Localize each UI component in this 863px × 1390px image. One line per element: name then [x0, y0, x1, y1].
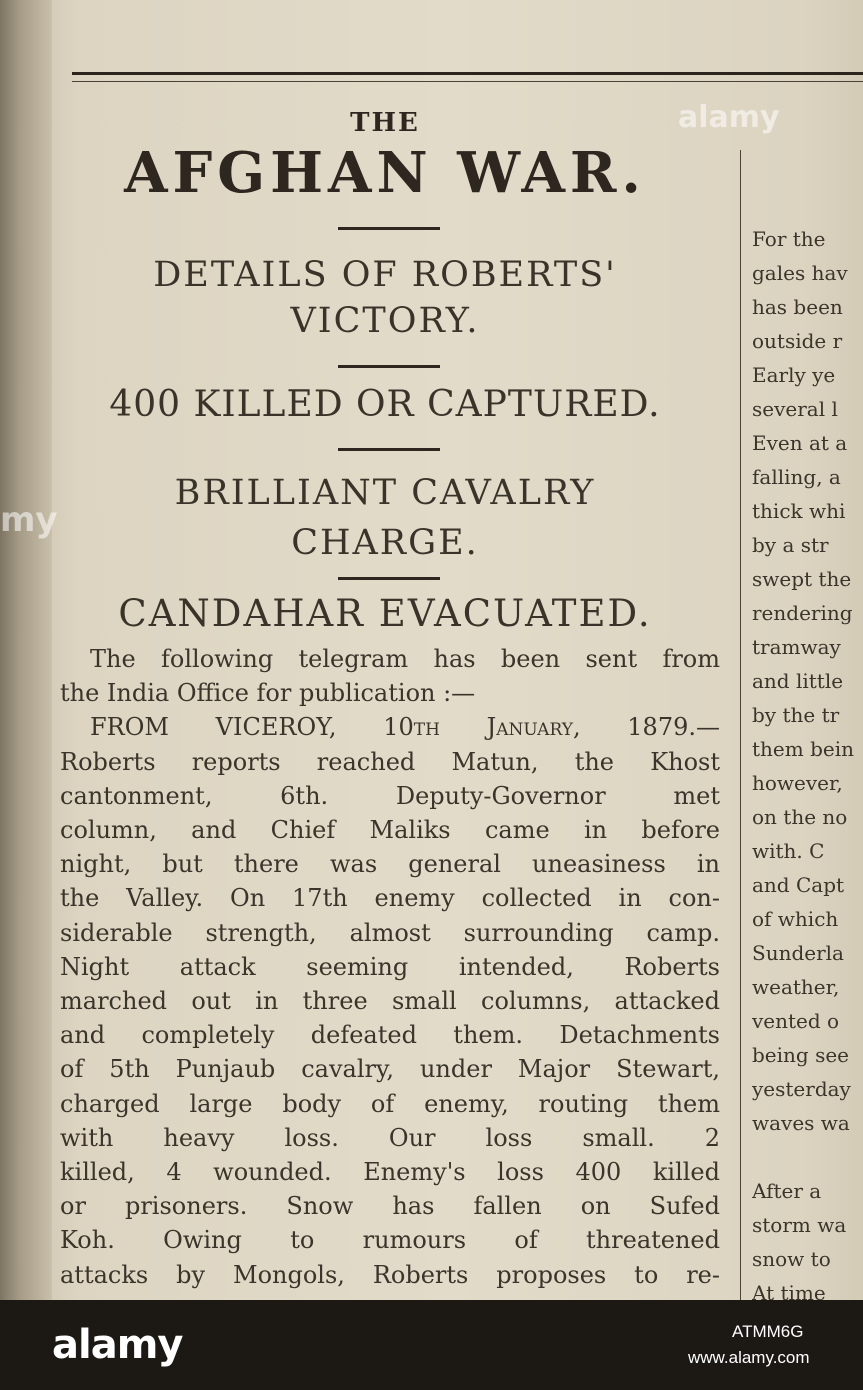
- right-line: waves wa: [752, 1111, 850, 1135]
- body-line: the India Office for publication :—: [60, 679, 476, 708]
- body-line: column, and Chief Maliks came in before: [60, 816, 720, 845]
- body-line: the Valley. On 17th enemy collected in con-: [60, 884, 720, 913]
- subheadline-killed: 400 KILLED OR CAPTURED.: [109, 384, 661, 425]
- top-rule: [72, 72, 863, 82]
- body-line: night, but there was general uneasiness in: [60, 850, 720, 879]
- right-line: Sunderla: [752, 941, 844, 965]
- headline-rule-3: [338, 448, 440, 451]
- right-line: however,: [752, 771, 843, 795]
- body-line: cantonment, 6th. Deputy-Governor met: [60, 781, 720, 810]
- right-line: weather,: [752, 975, 840, 999]
- headline-rule-4: [338, 577, 440, 580]
- body-line: FROM VICEROY, 10th January, 1879.—: [90, 713, 720, 742]
- right-line: on the no: [752, 805, 848, 829]
- headline-the: THE: [350, 108, 420, 138]
- page-gutter: [0, 0, 52, 1300]
- right-line: by the tr: [752, 703, 840, 727]
- right-line: thick whi: [752, 499, 846, 523]
- right-line: outside r: [752, 329, 843, 353]
- body-line: killed, 4 wounded. Enemy's loss 400 killed: [60, 1158, 720, 1187]
- right-line: and little: [752, 669, 844, 693]
- body-line: siderable strength, almost surrounding camp.: [60, 918, 720, 947]
- subheadline-details-line2: VICTORY.: [290, 301, 480, 341]
- right-line: swept the: [752, 567, 852, 591]
- subheadline-cavalry-line2: CHARGE.: [291, 523, 479, 563]
- subheadline-candahar: CANDAHAR EVACUATED.: [118, 592, 652, 635]
- right-line: has been: [752, 295, 843, 319]
- paragraph-gap: [752, 1140, 863, 1174]
- alamy-logo: alamy: [52, 1322, 183, 1368]
- right-line: gales hav: [752, 261, 848, 285]
- body-line: Koh. Owing to rumours of threatened: [60, 1226, 720, 1255]
- right-line: several l: [752, 397, 838, 421]
- body-line: and completely defeated them. Detachments: [60, 1021, 720, 1050]
- subheadline-details: [60, 252, 710, 344]
- right-line: vented o: [752, 1009, 840, 1033]
- right-line: yesterday: [752, 1077, 851, 1101]
- right-line: rendering: [752, 601, 853, 625]
- right-line: snow to: [752, 1247, 831, 1271]
- right-line: and Capt: [752, 873, 845, 897]
- subheadline-cavalry-line1: BRILLIANT CAVALRY: [174, 473, 596, 513]
- image-code: ATMM6G: [732, 1322, 804, 1341]
- body-line: Roberts reports reached Matun, the Khost: [60, 747, 720, 776]
- body-line: or prisoners. Snow has fallen on Sufed: [60, 1192, 720, 1221]
- body-line: with heavy loss. Our loss small. 2: [60, 1123, 720, 1152]
- headline-rule-2: [338, 365, 440, 368]
- right-line: Even at a: [752, 431, 848, 455]
- subheadline-details-line1: DETAILS OF ROBERTS': [153, 255, 617, 295]
- right-line: being see: [752, 1043, 850, 1067]
- right-line: For the: [752, 227, 826, 251]
- right-line: storm wa: [752, 1213, 847, 1237]
- body-line: charged large body of enemy, routing them: [60, 1089, 720, 1118]
- right-line: After a: [752, 1179, 822, 1203]
- body-line: Night attack seeming intended, Roberts: [60, 952, 720, 981]
- body-line: of 5th Punjaub cavalry, under Major Stewart,: [60, 1055, 720, 1084]
- subheadline-cavalry: [60, 468, 710, 568]
- right-column-text: [752, 222, 863, 1300]
- right-line: with. C: [752, 839, 825, 863]
- right-line: Early ye: [752, 363, 836, 387]
- column-rule: [740, 150, 741, 1300]
- right-line: of which: [752, 907, 839, 931]
- right-line: tramway: [752, 635, 841, 659]
- right-line: falling, a: [752, 465, 841, 489]
- body-line: attacks by Mongols, Roberts proposes to re-: [60, 1260, 720, 1289]
- body-line: The following telegram has been sent from: [90, 645, 720, 673]
- article-body: [60, 642, 720, 1292]
- watermark-faint-top: alamy: [678, 100, 780, 135]
- body-line: marched out in three small columns, attacked: [60, 987, 720, 1016]
- headline-main: AFGHAN WAR.: [124, 140, 646, 206]
- headline-rule-1: [338, 227, 440, 230]
- watermark-faint-left: my: [0, 500, 58, 540]
- right-line: At time: [752, 1281, 826, 1300]
- right-line: them bein: [752, 737, 854, 761]
- watermark-url: www.alamy.com: [688, 1348, 810, 1367]
- right-line: by a str: [752, 533, 829, 557]
